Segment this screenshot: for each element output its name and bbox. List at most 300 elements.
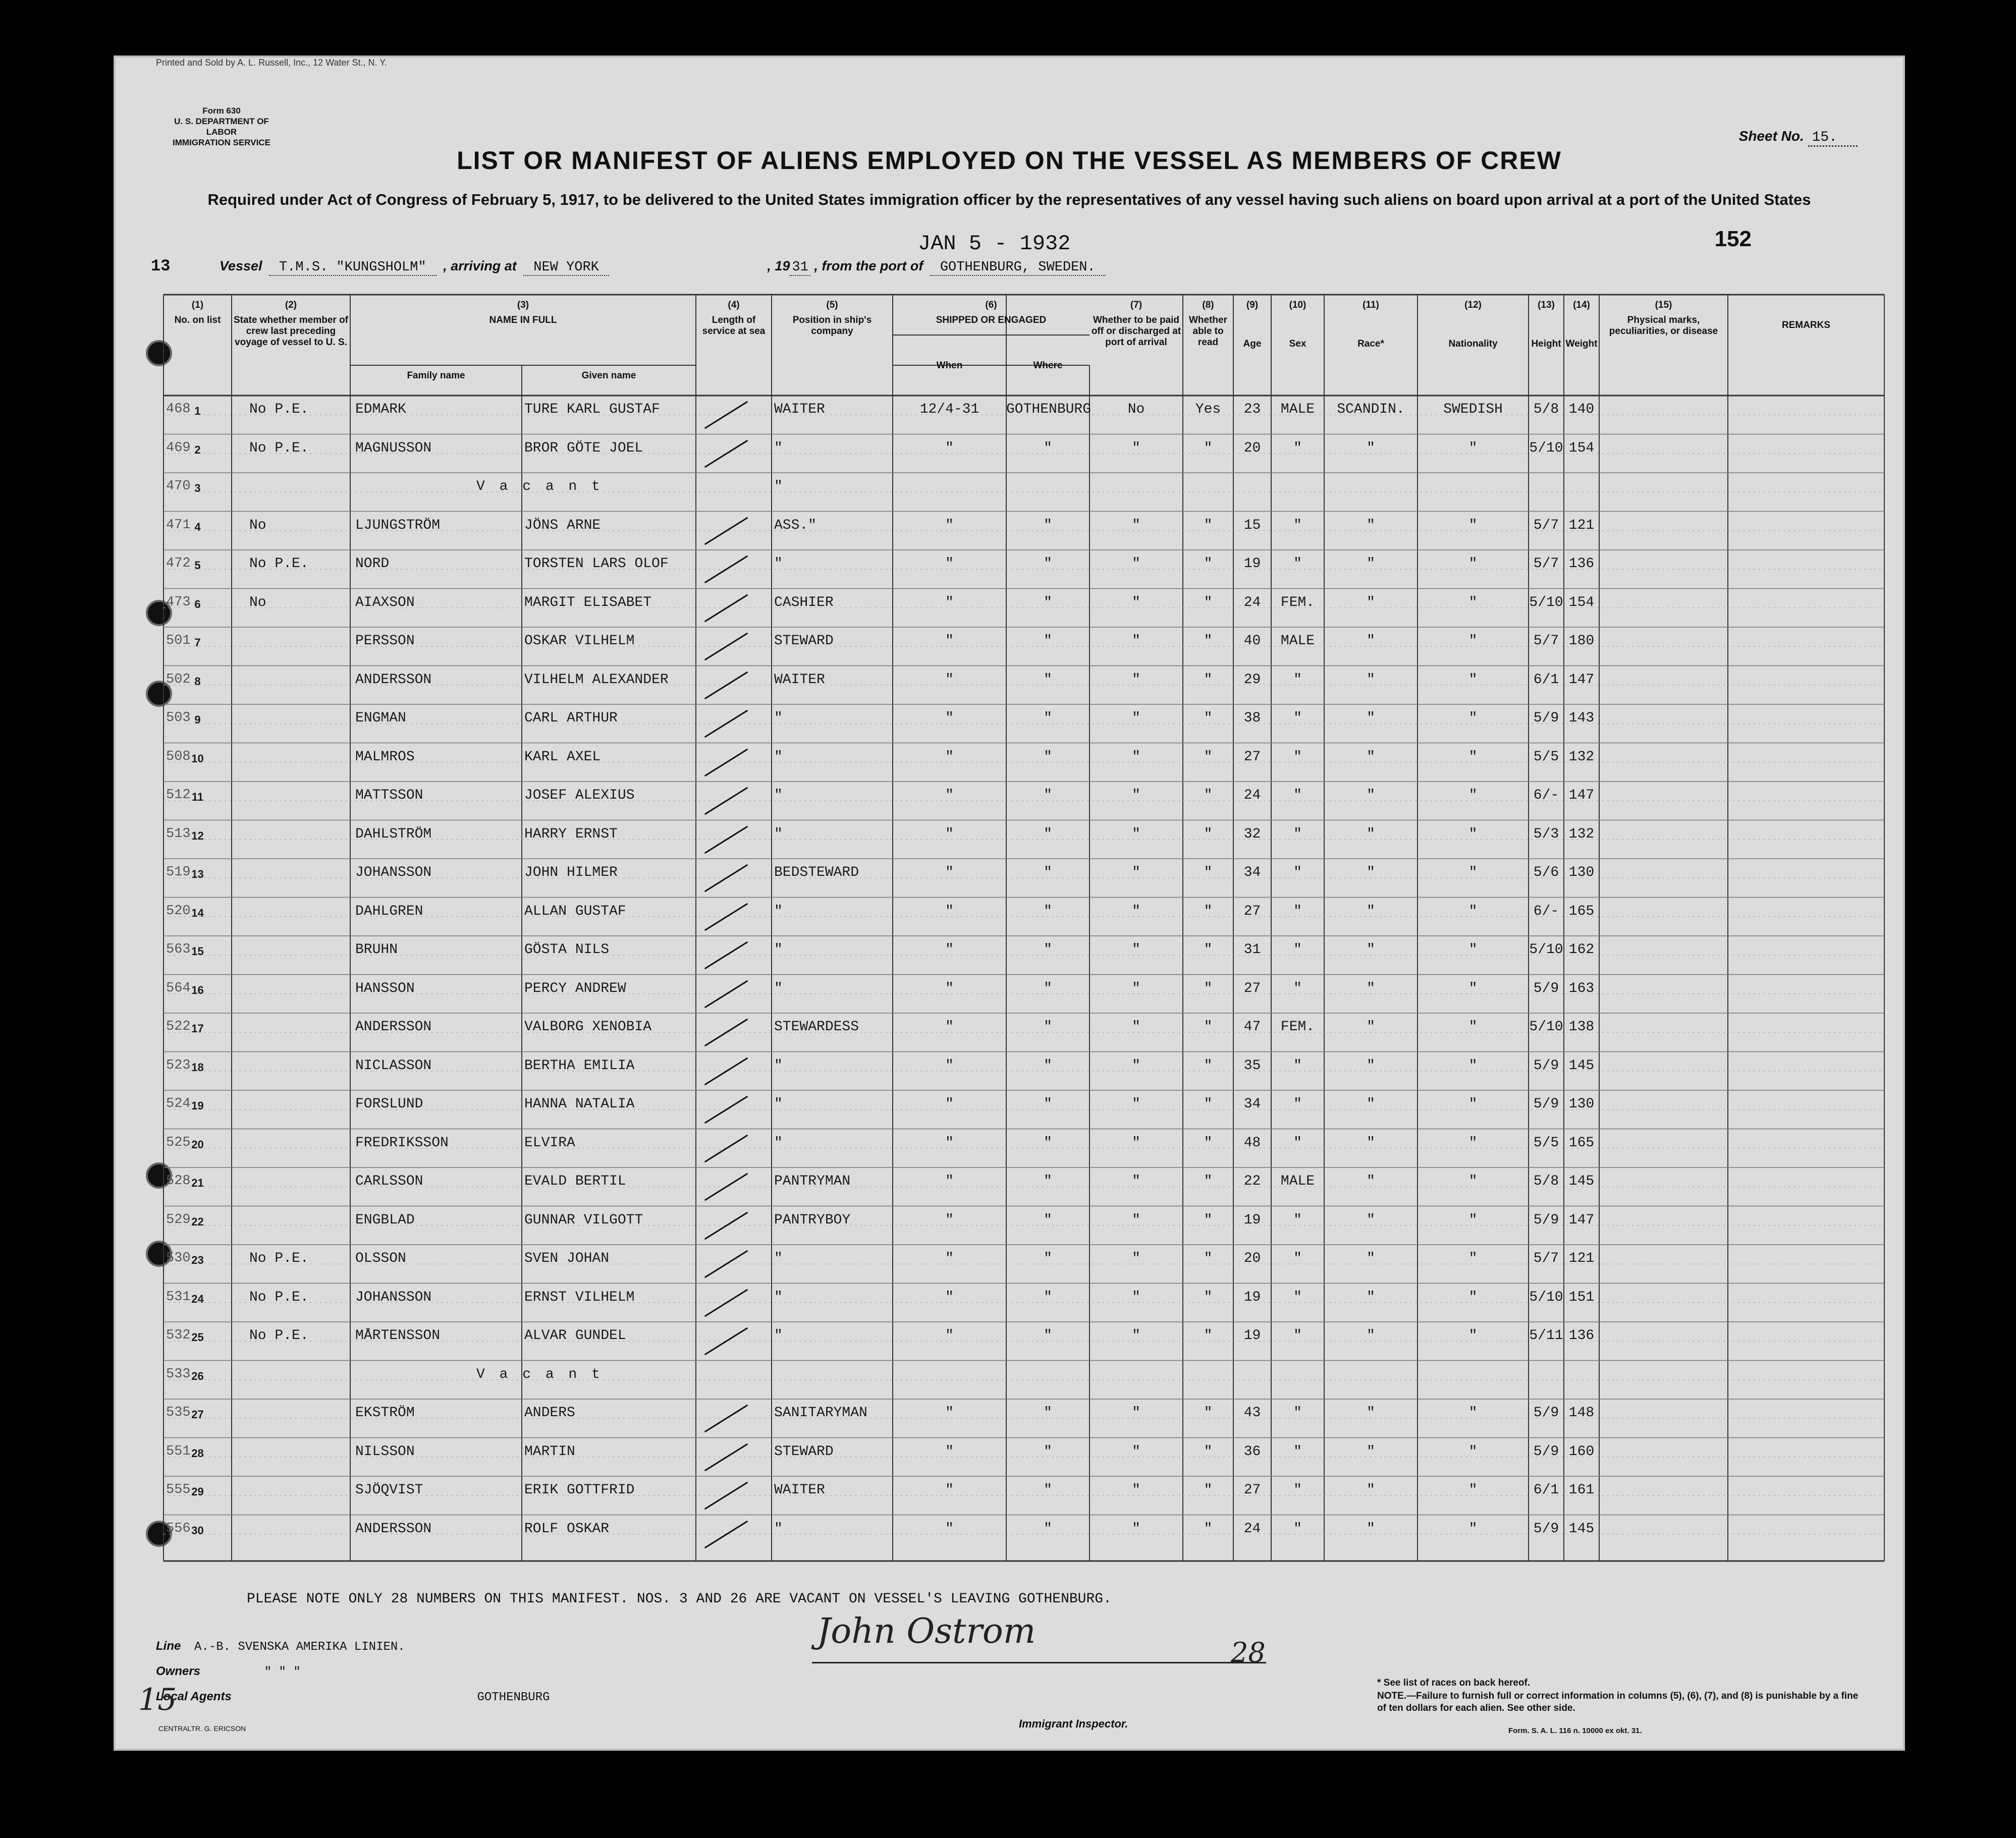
nationality: " [1468, 1405, 1478, 1421]
given-name: MARTIN [524, 1443, 575, 1460]
sex: " [1293, 942, 1302, 958]
column-number: (1) [191, 300, 204, 310]
signature-line [812, 1662, 1266, 1663]
shipped-when: " [945, 1482, 954, 1498]
age: 24 [1243, 1521, 1261, 1537]
age: 34 [1243, 865, 1261, 880]
form-line: IMMIGRATION SERVICE [173, 138, 270, 147]
race: " [1367, 1057, 1375, 1074]
shipped-where: " [1044, 980, 1052, 996]
position: " [774, 826, 783, 842]
list-mark: 551 [166, 1443, 191, 1459]
list-mark: 473 [166, 594, 191, 610]
column-number: (5) [826, 300, 838, 310]
column-number: (13) [1538, 300, 1555, 310]
form-line: Form 630 [202, 106, 241, 116]
age: 24 [1243, 594, 1261, 610]
list-mark: 555 [166, 1482, 191, 1497]
from-label: , from the port of [814, 258, 923, 273]
column-label: State whether member of crew last preceding voyage of vessel to U. S. [234, 315, 348, 348]
position: PANTRYMAN [774, 1174, 851, 1189]
vacancy-note: PLEASE NOTE ONLY 28 NUMBERS ON THIS MANIFEST. NOS. 3 AND 26 ARE VACANT ON VESSEL'S LEAVING GOTHENBURG. [247, 1591, 1112, 1607]
weight: 145 [1568, 1521, 1595, 1537]
sex: " [1293, 980, 1302, 996]
crew-status: No P.E. [249, 1289, 309, 1305]
arrival-port: NEW YORK [523, 260, 609, 276]
owners-value: " " " [264, 1665, 301, 1679]
age: 27 [1243, 903, 1261, 919]
sex: " [1293, 1212, 1302, 1228]
nationality: " [1468, 865, 1478, 880]
able-to-read: " [1204, 865, 1213, 880]
list-mark: 532 [166, 1328, 191, 1343]
shipped-where: " [1044, 903, 1052, 919]
given-name: OSKAR VILHELM [524, 633, 635, 649]
weight: 163 [1568, 980, 1595, 996]
column-header [164, 300, 232, 326]
shipped-where: " [1044, 1212, 1052, 1228]
shipped-when: " [945, 942, 954, 958]
race: " [1367, 826, 1375, 842]
list-mark: 468 [166, 402, 191, 417]
able-to-read: " [1204, 1135, 1213, 1151]
able-to-read: " [1204, 1482, 1213, 1498]
height: 6/1 [1533, 1482, 1559, 1498]
height: 5/10 [1529, 594, 1563, 610]
able-to-read: " [1204, 710, 1213, 726]
race: " [1367, 1482, 1375, 1498]
sex: MALE [1280, 402, 1315, 417]
race: " [1367, 1212, 1375, 1228]
family-name: HANSSON [355, 980, 415, 996]
shipped-where: GOTHENBURG [1006, 402, 1092, 417]
list-mark: 535 [166, 1405, 191, 1420]
stamp-number: 152 [1714, 227, 1752, 251]
nationality: " [1468, 826, 1478, 842]
sheet-value: 15. [1808, 130, 1858, 147]
able-to-read: " [1204, 594, 1213, 610]
column-number: (7) [1130, 300, 1142, 310]
race: " [1367, 788, 1375, 803]
shipped-where: " [1044, 440, 1052, 456]
height: 5/9 [1533, 980, 1559, 996]
sex: " [1293, 1405, 1302, 1421]
column-header [1183, 300, 1233, 348]
weight: 138 [1568, 1019, 1595, 1035]
shipped-when: " [945, 710, 954, 726]
nationality: " [1468, 1174, 1478, 1189]
able-to-read: " [1204, 556, 1213, 572]
family-name: NORD [355, 556, 390, 572]
able-to-read: " [1204, 1289, 1213, 1305]
given-name: MARGIT ELISABET [524, 594, 652, 610]
sex: " [1293, 1289, 1302, 1305]
sex: MALE [1280, 633, 1315, 649]
column-header [893, 300, 1089, 326]
list-mark: 472 [166, 556, 191, 571]
crew-status: No P.E. [249, 1251, 309, 1266]
row-number: 17 [191, 1022, 204, 1035]
weight: 147 [1568, 672, 1595, 688]
nationality: " [1468, 517, 1478, 533]
inspector-signature: John Ostrom [817, 1611, 1036, 1651]
given-name: ALVAR GUNDEL [524, 1328, 626, 1344]
race: " [1367, 1096, 1375, 1112]
given-name: HANNA NATALIA [524, 1096, 635, 1112]
given-name: JOSEF ALEXIUS [524, 788, 635, 803]
shipped-where: " [1044, 1405, 1052, 1421]
height: 5/7 [1533, 633, 1559, 649]
height: 5/10 [1529, 1019, 1563, 1035]
able-to-read: " [1204, 788, 1213, 803]
paid-off: " [1132, 1289, 1140, 1305]
able-to-read: " [1204, 1057, 1213, 1074]
nationality: " [1468, 710, 1478, 726]
column-label: Whether able to read [1189, 315, 1227, 348]
list-mark: 531 [166, 1289, 191, 1305]
sex: " [1293, 1096, 1302, 1112]
list-mark: 513 [166, 826, 191, 842]
sex: " [1293, 556, 1302, 572]
nationality: " [1468, 1212, 1478, 1228]
sex: FEM. [1280, 1019, 1315, 1035]
list-mark: 563 [166, 942, 191, 957]
weight: 161 [1568, 1482, 1595, 1498]
paid-off: " [1132, 749, 1140, 765]
weight: 154 [1568, 594, 1595, 610]
able-to-read: " [1204, 942, 1213, 958]
sex: " [1293, 1135, 1302, 1151]
paid-off: " [1132, 1251, 1140, 1266]
family-name: MÅRTENSSON [355, 1328, 441, 1344]
position: WAITER [774, 402, 825, 417]
family-name: DAHLSTRÖM [355, 826, 432, 842]
position: " [774, 749, 783, 765]
weight: 151 [1568, 1289, 1595, 1305]
age: 27 [1243, 1482, 1261, 1498]
paid-off: " [1132, 1135, 1140, 1151]
height: 5/9 [1533, 1521, 1559, 1537]
page-subtitle: Required under Act of Congress of February 5, 1917, to be delivered to the United States immigration officer by the representatives of any vessel having such aliens on board upon arrival at a port of the United States [207, 191, 1811, 208]
height: 5/5 [1533, 1135, 1559, 1151]
race: " [1367, 1521, 1375, 1537]
list-mark: 522 [166, 1019, 191, 1034]
paid-off: " [1132, 788, 1140, 803]
family-name: EKSTRÖM [355, 1405, 415, 1421]
column-number: (12) [1464, 300, 1482, 310]
height: 5/9 [1533, 710, 1559, 726]
printer-line: Printed and Sold by A. L. Russell, Inc., 12 Water St., N. Y. [156, 58, 387, 68]
age: 15 [1243, 517, 1261, 533]
inspector-label: Immigrant Inspector. [1019, 1717, 1128, 1730]
penalty-note: NOTE.—Failure to furnish full or correct information in columns (5), (6), (7), and (8) is punishable by a fine of ten dollars for each alien. See other side. [1377, 1691, 1859, 1713]
agents-value: GOTHENBURG [477, 1691, 550, 1704]
sex: " [1293, 440, 1302, 456]
family-name: DAHLGREN [355, 903, 423, 919]
column-label: Where [1033, 360, 1063, 371]
race: " [1367, 517, 1375, 533]
race: " [1367, 1135, 1375, 1151]
nationality: " [1468, 1521, 1478, 1537]
row-number: 9 [194, 713, 201, 726]
height: 5/7 [1533, 517, 1559, 533]
sex: " [1293, 1482, 1302, 1498]
given-name: ERIK GOTTFRID [524, 1482, 635, 1498]
nationality: " [1468, 903, 1478, 919]
shipped-where: " [1044, 942, 1052, 958]
list-mark: 512 [166, 788, 191, 803]
nationality: " [1468, 1289, 1478, 1305]
row-number: 8 [194, 675, 201, 688]
given-name: EVALD BERTIL [524, 1174, 626, 1189]
nationality: " [1468, 980, 1478, 996]
shipped-where: " [1044, 1328, 1052, 1344]
family-name: NILSSON [355, 1443, 415, 1460]
position: PANTRYBOY [774, 1212, 851, 1228]
age: 27 [1243, 980, 1261, 996]
given-name: VALBORG XENOBIA [524, 1019, 652, 1035]
given-name: TORSTEN LARS OLOF [524, 556, 669, 572]
family-name: ENGBLAD [355, 1212, 415, 1228]
shipped-when: " [945, 1328, 954, 1344]
weight: 140 [1568, 402, 1595, 417]
sex: " [1293, 1251, 1302, 1266]
given-name: JOHN HILMER [524, 865, 618, 880]
owners-label: Owners [156, 1664, 201, 1678]
list-mark: 519 [166, 865, 191, 880]
given-name: GUNNAR VILGOTT [524, 1212, 643, 1228]
position: ASS." [774, 517, 817, 533]
column-header [1599, 300, 1728, 337]
shipped-when: " [945, 1057, 954, 1074]
nationality: " [1468, 1096, 1478, 1112]
position: " [774, 1289, 783, 1305]
list-mark: 503 [166, 710, 191, 726]
column-label: Nationality [1448, 339, 1498, 349]
column-header [522, 370, 696, 381]
age: 24 [1243, 788, 1261, 803]
able-to-read: " [1204, 1019, 1213, 1035]
age: 22 [1243, 1174, 1261, 1189]
nationality: " [1468, 1443, 1478, 1460]
column-header [1324, 300, 1418, 350]
column-label: Race* [1357, 339, 1384, 349]
column-label: Position in ship's company [792, 315, 872, 337]
column-label: No. on list [174, 315, 221, 325]
family-name: NICLASSON [355, 1057, 432, 1074]
weight: 147 [1568, 1212, 1595, 1228]
row-number: 26 [191, 1369, 204, 1382]
row-number: 14 [191, 906, 204, 919]
row-number: 11 [191, 791, 204, 803]
position: BEDSTEWARD [774, 865, 859, 880]
row-number: 10 [191, 752, 204, 765]
shipped-when: " [945, 980, 954, 996]
shipped-when: " [945, 788, 954, 803]
row-number: 30 [191, 1524, 204, 1537]
row-number: 22 [191, 1215, 204, 1228]
given-name: CARL ARTHUR [524, 710, 618, 726]
shipped-where: " [1044, 1251, 1052, 1266]
family-name: SJÖQVIST [355, 1482, 423, 1498]
family-name: FORSLUND [355, 1096, 423, 1112]
column-label: Given name [581, 370, 636, 381]
able-to-read: " [1204, 1251, 1213, 1266]
shipped-where: " [1044, 1057, 1052, 1074]
column-label: When [936, 360, 963, 371]
age: 34 [1243, 1096, 1261, 1112]
nationality: " [1468, 1482, 1478, 1498]
weight: 145 [1568, 1174, 1595, 1189]
crew-status: No P.E. [249, 1328, 309, 1344]
weight: 121 [1568, 517, 1595, 533]
age: 20 [1243, 440, 1261, 456]
given-name: BROR GÖTE JOEL [524, 440, 643, 456]
race: " [1367, 1405, 1375, 1421]
column-label: Family name [407, 370, 465, 381]
shipped-where: " [1044, 1443, 1052, 1460]
column-header [1271, 300, 1324, 350]
position: " [774, 1135, 783, 1151]
date-stamp: JAN 5 - 1932 [918, 232, 1071, 256]
able-to-read: " [1204, 1212, 1213, 1228]
column-header [350, 300, 696, 326]
family-name: OLSSON [355, 1251, 406, 1266]
position: " [774, 903, 783, 919]
paid-off: " [1132, 1096, 1140, 1112]
height: 5/9 [1533, 1057, 1559, 1074]
height: 5/9 [1533, 1212, 1559, 1228]
shipped-where: " [1044, 556, 1052, 572]
sex: FEM. [1280, 594, 1315, 610]
shipped-when: " [945, 903, 954, 919]
weight: 136 [1568, 1328, 1595, 1344]
column-number: (14) [1573, 300, 1590, 310]
list-mark: 470 [166, 479, 191, 494]
race: " [1367, 556, 1375, 572]
race: " [1367, 865, 1375, 880]
shipped-when: " [945, 1096, 954, 1112]
column-header [350, 370, 522, 381]
weight: 147 [1568, 788, 1595, 803]
able-to-read: Yes [1195, 402, 1221, 417]
paid-off: " [1132, 980, 1140, 996]
nationality: " [1468, 749, 1478, 765]
age: 29 [1243, 672, 1261, 688]
column-header [1564, 300, 1599, 350]
age: 19 [1243, 556, 1261, 572]
able-to-read: " [1204, 440, 1213, 456]
race: SCANDIN. [1337, 402, 1405, 417]
family-name: AIAXSON [355, 594, 415, 610]
race: " [1367, 672, 1375, 688]
list-mark: 469 [166, 440, 191, 456]
list-mark: 556 [166, 1521, 191, 1536]
list-mark: 533 [166, 1366, 191, 1382]
sex: " [1293, 903, 1302, 919]
race: " [1367, 1174, 1375, 1189]
position: STEWARD [774, 633, 834, 649]
column-number: (11) [1363, 300, 1379, 310]
paid-off: " [1132, 440, 1140, 456]
nationality: SWEDISH [1443, 402, 1503, 417]
weight: 165 [1568, 1135, 1595, 1151]
crew-status: No P.E. [249, 556, 309, 572]
family-name: EDMARK [355, 402, 406, 417]
family-name: FREDRIKSSON [355, 1135, 449, 1151]
row-number: 6 [194, 597, 201, 610]
position: " [774, 1521, 783, 1537]
family-name: ANDERSSON [355, 672, 432, 688]
shipped-when: " [945, 1251, 954, 1266]
sex: " [1293, 826, 1302, 842]
height: 5/6 [1533, 865, 1559, 880]
row-number: 21 [191, 1177, 204, 1189]
handwritten-number: 28 [1231, 1637, 1266, 1668]
row-number: 4 [194, 520, 201, 533]
shipped-when: " [945, 1289, 954, 1305]
column-label: Sex [1289, 339, 1306, 349]
height: 5/8 [1533, 1174, 1559, 1189]
weight: 180 [1568, 633, 1595, 649]
position: WAITER [774, 672, 825, 688]
given-name: ANDERS [524, 1405, 575, 1421]
weight: 143 [1568, 710, 1595, 726]
shipped-where: " [1044, 1174, 1052, 1189]
weight: 148 [1568, 1405, 1595, 1421]
shipped-where: " [1044, 517, 1052, 533]
shipped-where: " [1044, 1019, 1052, 1035]
row-number: 25 [191, 1331, 204, 1344]
given-name: ALLAN GUSTAF [524, 903, 626, 919]
position: " [774, 556, 783, 572]
age: 47 [1243, 1019, 1261, 1035]
paid-off: " [1132, 594, 1140, 610]
height: 5/9 [1533, 1443, 1559, 1460]
age: 31 [1243, 942, 1261, 958]
given-name: TURE KARL GUSTAF [524, 402, 660, 417]
form-code: Form. S. A. L. 116 n. 10000 ex okt. 31. [1508, 1726, 1642, 1735]
age: 35 [1243, 1057, 1261, 1074]
family-name: JOHANSSON [355, 1289, 432, 1305]
age: 38 [1243, 710, 1261, 726]
given-name: SVEN JOHAN [524, 1251, 610, 1266]
race: " [1367, 1019, 1375, 1035]
family-name: PERSSON [355, 633, 415, 649]
height: 6/- [1533, 903, 1559, 919]
weight: 165 [1568, 903, 1595, 919]
column-label: SHIPPED OR ENGAGED [936, 315, 1047, 325]
given-name: VILHELM ALEXANDER [524, 672, 669, 688]
column-header [772, 300, 893, 337]
paid-off: " [1132, 826, 1140, 842]
paid-off: " [1132, 903, 1140, 919]
position: " [774, 942, 783, 958]
weight: 160 [1568, 1443, 1595, 1460]
position: " [774, 1096, 783, 1112]
position: " [774, 980, 783, 996]
shipped-when: " [945, 1135, 954, 1151]
age: 19 [1243, 1289, 1261, 1305]
shipped-when: " [945, 1212, 954, 1228]
weight: 132 [1568, 749, 1595, 765]
column-number: (3) [517, 300, 529, 310]
position: STEWARD [774, 1443, 834, 1460]
shipped-where: " [1044, 710, 1052, 726]
age: 20 [1243, 1251, 1261, 1266]
given-name: KARL AXEL [524, 749, 601, 765]
weight: 132 [1568, 826, 1595, 842]
